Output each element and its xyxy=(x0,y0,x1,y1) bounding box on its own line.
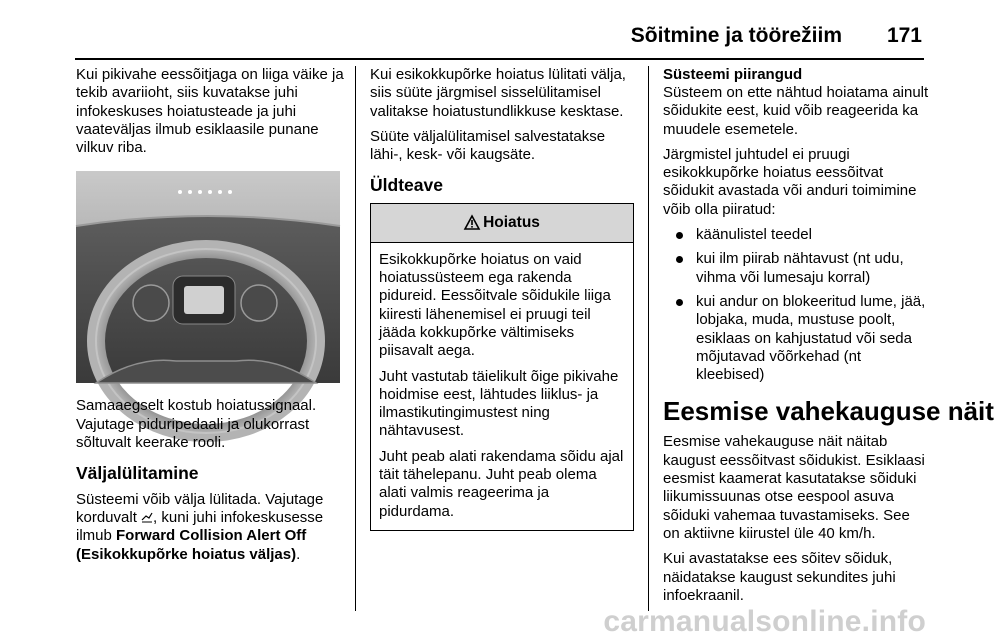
column-middle xyxy=(370,66,634,531)
after-image-paragraph: Samaaegselt kostub hoiatussignaal. Vajutage piduripedaali ja olukorrast sõltuvalt keerake rooli. xyxy=(76,397,317,452)
heading-system-limits: Süsteemi piirangud xyxy=(663,66,803,83)
limits-paragraph: Süsteem on ette nähtud hoiatama ainult sõidukite eest, kuid võib reageerida ka muudele esemetele. xyxy=(663,84,929,138)
steering-wheel-control-icon xyxy=(141,511,153,523)
list-item: käänulistel teedel xyxy=(663,226,929,244)
following-distance-paragraph: Eesmise vahekauguse näit näitab kaugust eessõitvast sõidukist. Esiklaasi eesmist kaamerat kasutatakse sõiduki liikumissuunas otse eespool asuva sõiduki vahemaa tuvastamiseks. See on aktiivne kiirustel üle 40 km/h. xyxy=(663,433,925,542)
intro-paragraph: Kui pikivahe eessõitjaga on liiga väike ja tekib avariioht, siis kuvatakse juhi infokeskuses hoiatusteade ja juhi vaateväljas ilmub esiklaasile punane vilkuv riba. xyxy=(76,66,344,157)
column-divider-right xyxy=(648,66,649,611)
section-heading-following-distance: Eesmise vahekauguse näit xyxy=(663,396,994,427)
switch-off-paragraph: Süsteemi võib välja lülitada. Vajutage korduvalt , kuni juhi infokeskusesse ilmub Forward Collision Alert Off (Esikokkupõrke hoiatus väljas). xyxy=(76,490,324,563)
warning-triangle-icon xyxy=(464,215,480,230)
warning-paragraph: Juht peab alati rakendama sõidu ajal täit tähelepanu. Juht peab olema alati valmis reageerima ja pidurdama. xyxy=(379,447,624,520)
page-number: 171 xyxy=(886,24,922,47)
paragraph-medium-default: Kui esikokkupõrke hoiatus lülitati välja, siis süüte järgmisel sisselülitamisel valitakse hoiatustundlikkuse kesktase. xyxy=(370,66,626,120)
list-item: kui andur on blokeeritud lume, jää, lobjaka, muda, mustuse poolt, esiklaas on kahjustatud või seda mõjutavad võõrkehad (nt kleebised) xyxy=(663,293,929,384)
watermark: carmanualsonline.info xyxy=(603,605,926,638)
conditions-list xyxy=(663,226,929,384)
column-left xyxy=(76,66,344,571)
following-distance-display-paragraph: Kui avastatakse ees sõitev sõiduk, näidatakse kaugust sekundites juhi infoekraanil. xyxy=(663,550,896,604)
list-item: kui ilm piirab nähtavust (nt udu, vihma või lumesaju korral) xyxy=(663,250,929,287)
warning-title: Hoiatus xyxy=(483,213,540,231)
heading-switch-off: Väljalülitamine xyxy=(76,463,199,484)
warning-body xyxy=(371,243,633,530)
dashboard-illustration xyxy=(76,171,340,383)
heading-general: Üldteave xyxy=(370,175,443,196)
paragraph-setting-saved: Süüte väljalülitamisel salvestatakse lähi-, kesk- või kaugsäte. xyxy=(370,127,606,164)
column-right xyxy=(663,66,994,612)
conditions-paragraph: Järgmistel juhtudel ei pruugi esikokkupõrke hoiatus eessõitvat sõidukit avastada või anduri toimimine võib olla piiratud: xyxy=(663,145,917,218)
page-header-title: Sõitmine ja töörežiim xyxy=(630,24,842,47)
warning-paragraph: Esikokkupõrke hoiatus on vaid hoiatussüsteem ega rakenda pidureid. Eessõitvale sõidukile liiga kiiresti lähenemisel ei pruugi teil jääda kokkupõrke vältimiseks piisavalt aega. xyxy=(379,250,611,360)
warning-box xyxy=(370,203,634,531)
warning-header xyxy=(371,204,633,243)
warning-paragraph: Juht vastutab täielikult õige pikivahe hoidmise eest, lähtudes liiklus- ja ilmastikutingimustest ning nähtavusest. xyxy=(379,367,619,440)
column-divider-left xyxy=(355,66,356,611)
header-rule xyxy=(75,58,924,60)
